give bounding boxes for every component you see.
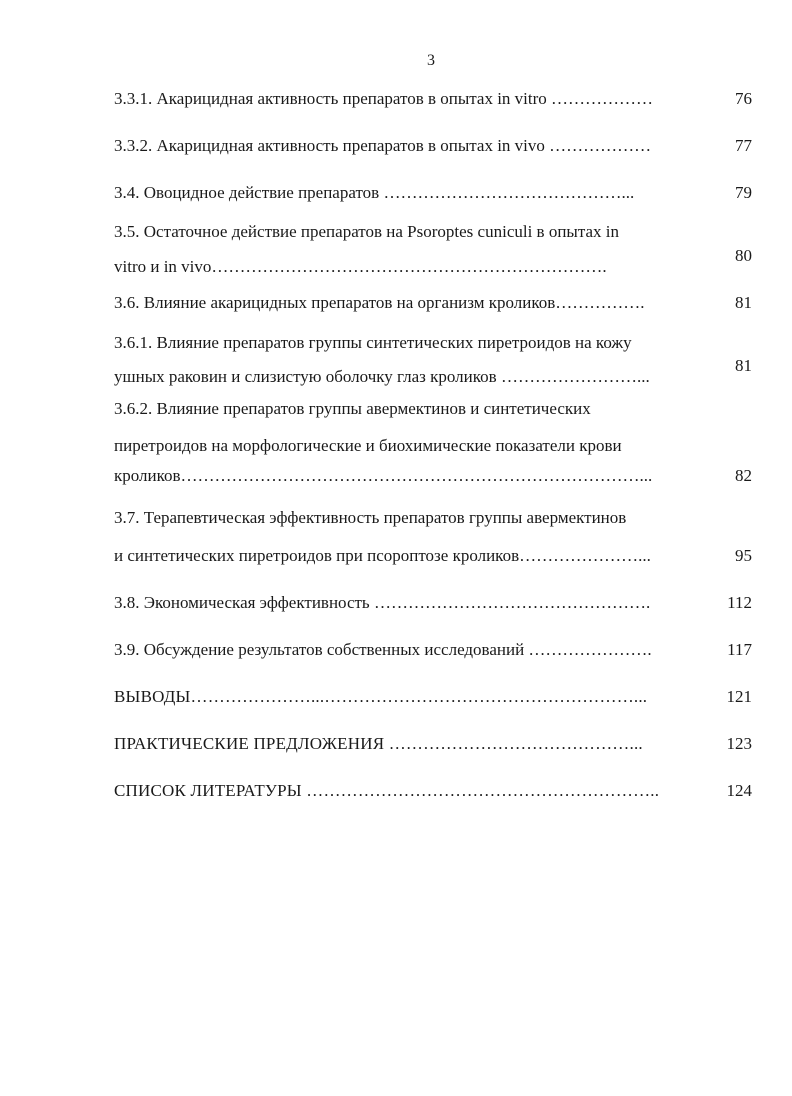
toc-entry-references: СПИСОК ЛИТЕРАТУРЫ ……………………………………………………..	[114, 781, 660, 800]
toc-entry-3-7-line2: и синтетических пиретроидов при псороптозе кроликов…………………...	[114, 546, 651, 565]
toc-entry-3-6-2-line3: кроликов………………………………………………………………………...	[114, 466, 653, 485]
toc-page-3-4: 79	[735, 183, 752, 202]
toc-entry-practical-proposals: ПРАКТИЧЕСКИЕ ПРЕДЛОЖЕНИЯ ……………………………………...	[114, 734, 643, 753]
toc-page-conclusions: 121	[726, 687, 752, 706]
toc-page-references: 124	[726, 781, 752, 800]
toc-entry-3-6-2-line2: пиретроидов на морфологические и биохимические показатели крови	[114, 436, 622, 455]
toc-page-3-3-2: 77	[735, 136, 752, 155]
toc-entry-3-5-line1: 3.5. Остаточное действие препаратов на Psoroptes cuniculi в опытах in	[114, 222, 620, 241]
toc-page-3-3-1: 76	[735, 89, 752, 108]
toc-entry-3-3-1: 3.3.1. Акарицидная активность препаратов в опытах in vitro ………………	[114, 89, 654, 108]
toc-entry-3-5-line2: vitro и in vivo…………………………………………………………….	[114, 257, 607, 276]
toc-entry-3-8: 3.8. Экономическая эффективность ………………………………………….	[114, 593, 651, 612]
toc-page-3-6-1: 81	[735, 356, 752, 375]
toc-entry-3-7-line1: 3.7. Терапевтическая эффективность препаратов группы авермектинов	[114, 508, 627, 527]
toc-entry-3-9: 3.9. Обсуждение результатов собственных исследований ………………….	[114, 640, 652, 659]
toc-entry-conclusions: ВЫВОДЫ…………………...………………………………………………...	[114, 687, 648, 706]
toc-page-practical-proposals: 123	[726, 734, 752, 753]
toc-entry-3-4: 3.4. Овоцидное действие препаратов ……………………………………...	[114, 183, 635, 202]
toc-entry-3-6-1-line1: 3.6.1. Влияние препаратов группы синтетических пиретроидов на кожу	[114, 333, 632, 352]
toc-page-3-6-2: 82	[735, 466, 752, 485]
toc-page-3-6: 81	[735, 293, 752, 312]
toc-entry-3-3-2: 3.3.2. Акарицидная активность препаратов в опытах in vivo ………………	[114, 136, 652, 155]
page-number: 3	[427, 52, 435, 69]
toc-entry-3-6-2-line1: 3.6.2. Влияние препаратов группы авермектинов и синтетических	[114, 399, 591, 418]
toc-entry-3-6-1-line2: ушных раковин и слизистую оболочку глаз кроликов ……………………...	[114, 367, 650, 386]
toc-entry-3-6: 3.6. Влияние акарицидных препаратов на организм кроликов…………….	[114, 293, 645, 312]
toc-page-3-9: 117	[727, 640, 752, 659]
toc-page-3-7: 95	[735, 546, 752, 565]
toc-page-3-5: 80	[735, 246, 752, 265]
toc-page-3-8: 112	[727, 593, 752, 612]
